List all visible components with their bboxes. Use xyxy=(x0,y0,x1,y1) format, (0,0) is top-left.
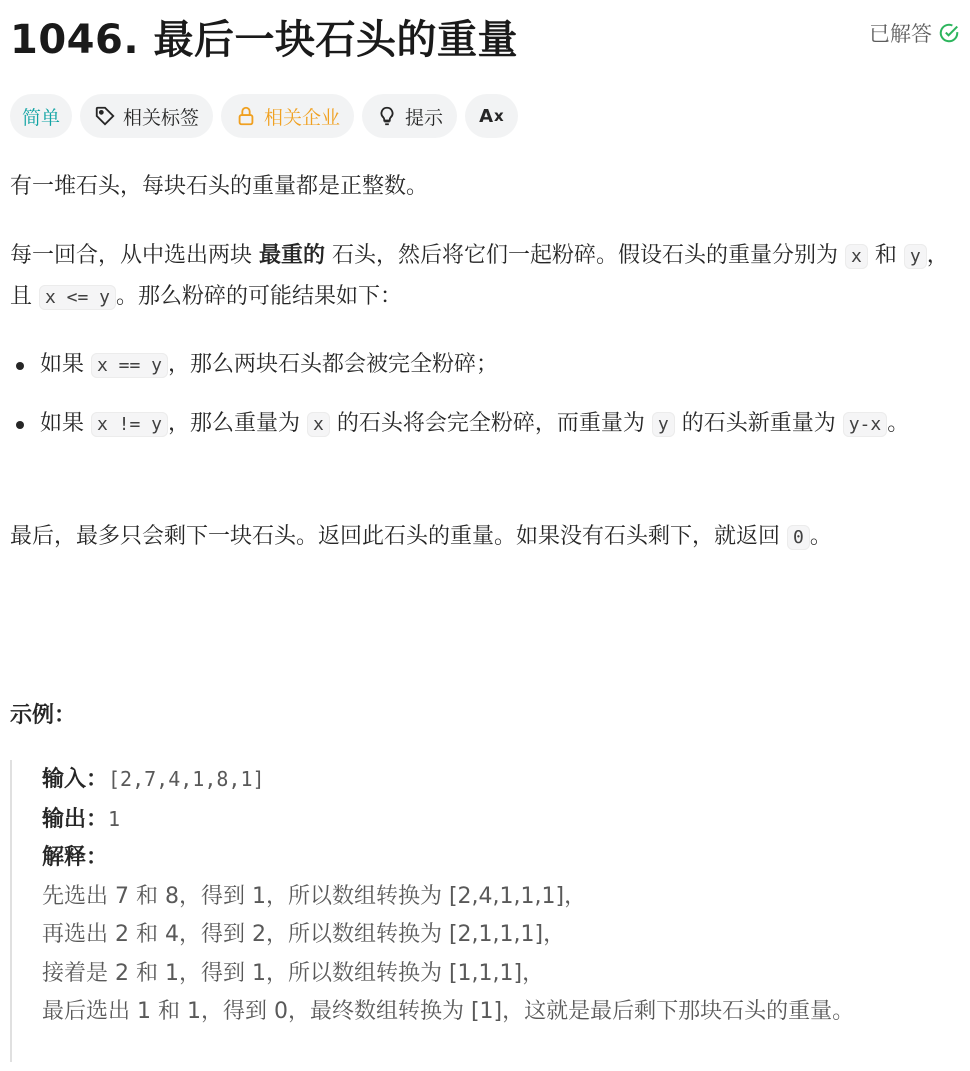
topics-label: 相关标签 xyxy=(123,106,200,129)
example-explain-line: 接着是 2 和 1，得到 1，所以数组转换为 [1,1,1]， xyxy=(42,960,545,986)
translate-subscript-icon: ⅹ xyxy=(494,107,504,125)
problem-description xyxy=(10,0,960,1024)
solved-label: 已解答 xyxy=(869,22,932,46)
list-item: 如果 x == y ，那么两块石头都会被完全粉碎； xyxy=(10,345,955,386)
example-explain-line: 最后选出 1 和 1，得到 0，最终数组转换为 [1]，这就是最后剩下那块石头的重量。 xyxy=(42,999,855,1024)
example-input-line: 输入：[2,7,4,1,8,1] xyxy=(42,767,265,792)
tag-icon xyxy=(94,105,116,127)
description-paragraph-3: 最后，最多只会剩下一块石头。返回此石头的重量。如果没有石头剩下，就返回 0 。 xyxy=(10,524,832,549)
inline-code-zero: 0 xyxy=(787,525,810,550)
difficulty-badge[interactable] xyxy=(10,94,72,138)
inline-code-x: x xyxy=(845,244,868,269)
check-circle-icon xyxy=(938,22,960,44)
example-explain-line: 再选出 2 和 4，得到 2，所以数组转换为 [2,1,1,1]， xyxy=(42,922,566,947)
solved-status xyxy=(869,18,960,48)
lock-icon xyxy=(235,105,257,127)
translate-icon: A xyxy=(479,105,493,127)
example-output-line: 输出：1 xyxy=(42,806,121,832)
example-explain-line: 先选出 7 和 8，得到 1，所以数组转换为 [2,4,1,1,1]， xyxy=(42,883,587,909)
description-paragraph-2: 每一回合，从中选出两块 最重的 石头，然后将它们一起粉碎。假设石头的重量分别为 x 和 y ，且 x <= y 。那么粉碎的可能结果如下： xyxy=(10,243,949,309)
example-block xyxy=(10,760,955,1062)
example-heading: 示例： xyxy=(10,703,77,728)
lightbulb-icon xyxy=(376,105,398,127)
description-paragraph-1: 有一堆石头，每块石头的重量都是正整数。 xyxy=(10,174,429,199)
rules-list xyxy=(10,345,955,463)
topics-tag-button[interactable] xyxy=(80,94,213,138)
problem-title[interactable]: 1046. 最后一块石头的重量 xyxy=(10,17,518,63)
translate-button[interactable] xyxy=(465,94,518,138)
inline-code-y: y xyxy=(904,244,927,269)
example-explain-label: 解释： xyxy=(42,845,109,870)
hints-tag-button[interactable] xyxy=(362,94,457,138)
difficulty-label: 简单 xyxy=(22,106,61,129)
inline-code-condition: x <= y xyxy=(39,285,116,310)
companies-tag-button[interactable] xyxy=(221,94,354,138)
tag-bar xyxy=(10,94,518,138)
title-row xyxy=(10,0,960,78)
companies-label: 相关企业 xyxy=(264,106,341,129)
list-item: 如果 x != y ，那么重量为 x 的石头将会完全粉碎，而重量为 y 的石头新重量为 y-x 。 xyxy=(10,404,955,445)
hints-label: 提示 xyxy=(405,106,444,129)
